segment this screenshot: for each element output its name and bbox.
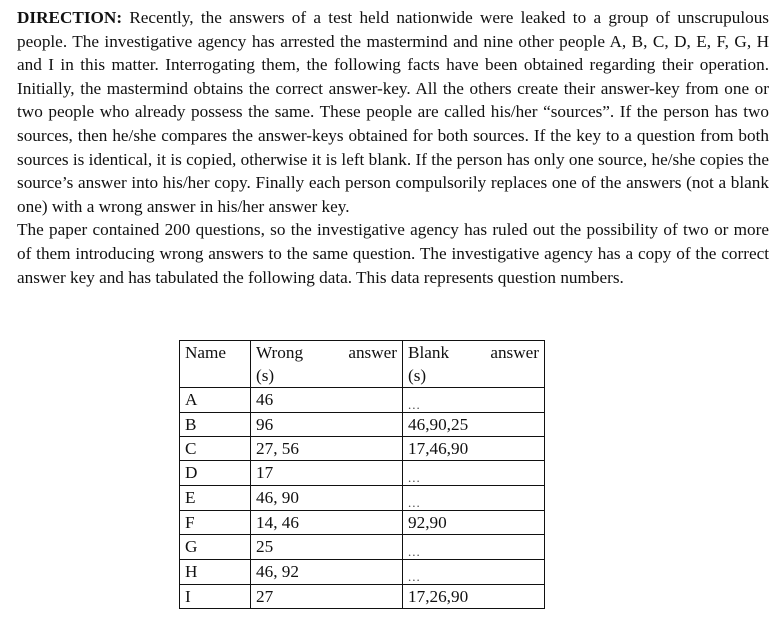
table-row [180,486,545,511]
cell-name-text: E [185,488,196,507]
cell-blank-answers [403,437,545,461]
cell-wrong-answers-text: 17 [256,463,274,482]
direction-text: Recently, the answers of a test held nationwide were leaked to a group of unscrupulous people. The investigative agency has arrested the mastermind and nine other people A, B, C, D, E, F, G, H and I in this matter. Interrogating them, the following facts have been obtained regarding their operation. Initially, the mastermind obtains the correct answer-key. All the others create their answer-key from one or two people who already possess the same. These people are called his/her “sources”. If the person has two sources, then he/she compares the answer-keys obtained for both sources. If the key to a question from both sources is identical, it is copied, otherwise it is left blank. If the person has only one source, he/she copies the source’s answer into his/her copy. Finally each person compulsorily replaces one of the answers (not a blank one) with a wrong answer in his/her answer key. [17,8,769,216]
cell-blank-answers-text: 17,26,90 [408,587,469,606]
cell-name [180,511,251,535]
cell-blank-answers-text: ... [408,544,421,559]
cell-wrong-answers-text: 46, 90 [256,488,299,507]
cell-blank-answers-text: 17,46,90 [408,439,469,458]
cell-name-text: D [185,463,198,482]
header-blank-suffix: (s) [408,366,427,385]
answer-data-table [179,340,545,609]
cell-name [180,535,251,560]
cell-blank-answers [403,486,545,511]
cell-name [180,560,251,585]
cell-name [180,388,251,413]
cell-blank-answers-text: 92,90 [408,513,447,532]
header-wrong-word1: Wrong [256,343,304,362]
cell-wrong-answers-text: 27, 56 [256,439,299,458]
cell-name [180,486,251,511]
cell-wrong-answers [251,388,403,413]
cell-name-text: H [185,562,198,581]
cell-name [180,413,251,437]
table-row [180,560,545,585]
header-blank-answers [403,341,545,388]
cell-wrong-answers-text: 96 [256,415,274,434]
header-blank-word1: Blank [408,343,450,362]
cell-name [180,585,251,609]
table-row [180,535,545,560]
header-wrong-word2: answer [348,343,397,362]
header-name: Name [180,341,251,388]
cell-wrong-answers [251,511,403,535]
table-row [180,437,545,461]
cell-wrong-answers [251,461,403,486]
cell-blank-answers [403,585,545,609]
cell-name-text: C [185,439,197,458]
table-header-row [180,341,545,388]
second-paragraph: The paper contained 200 questions, so the investigative agency has ruled out the possibility of two or more of them introducing wrong answers to the same question. The investigative agency has a copy of the correct answer key and has tabulated the following data. This data represents question numbers. [17,220,769,287]
cell-wrong-answers-text: 14, 46 [256,513,299,532]
cell-wrong-answers-text: 27 [256,587,274,606]
cell-wrong-answers [251,560,403,585]
cell-blank-answers-text: ... [408,397,421,412]
cell-blank-answers [403,511,545,535]
cell-blank-answers [403,560,545,585]
cell-wrong-answers-text: 25 [256,537,274,556]
direction-paragraph [17,6,769,218]
cell-name [180,437,251,461]
document-page [17,6,769,289]
header-wrong-suffix: (s) [256,366,275,385]
cell-wrong-answers [251,535,403,560]
cell-blank-answers [403,461,545,486]
direction-label: DIRECTION: [17,8,123,27]
cell-name-text: B [185,415,197,434]
table-row [180,461,545,486]
cell-wrong-answers [251,585,403,609]
cell-blank-answers [403,535,545,560]
cell-wrong-answers-text: 46 [256,390,274,409]
cell-wrong-answers [251,437,403,461]
cell-name-text: I [185,587,191,606]
cell-wrong-answers-text: 46, 92 [256,562,299,581]
cell-name-text: G [185,537,198,556]
table-row [180,585,545,609]
table-row [180,511,545,535]
cell-blank-answers-text: ... [408,569,421,584]
cell-name-text: F [185,513,195,532]
cell-blank-answers [403,388,545,413]
cell-wrong-answers [251,413,403,437]
header-wrong-answers [251,341,403,388]
cell-name-text: A [185,390,198,409]
cell-blank-answers-text: ... [408,470,421,485]
cell-blank-answers [403,413,545,437]
header-blank-word2: answer [490,343,539,362]
cell-wrong-answers [251,486,403,511]
cell-name [180,461,251,486]
table-row [180,413,545,437]
table-row [180,388,545,413]
cell-blank-answers-text: 46,90,25 [408,415,469,434]
cell-blank-answers-text: ... [408,495,421,510]
